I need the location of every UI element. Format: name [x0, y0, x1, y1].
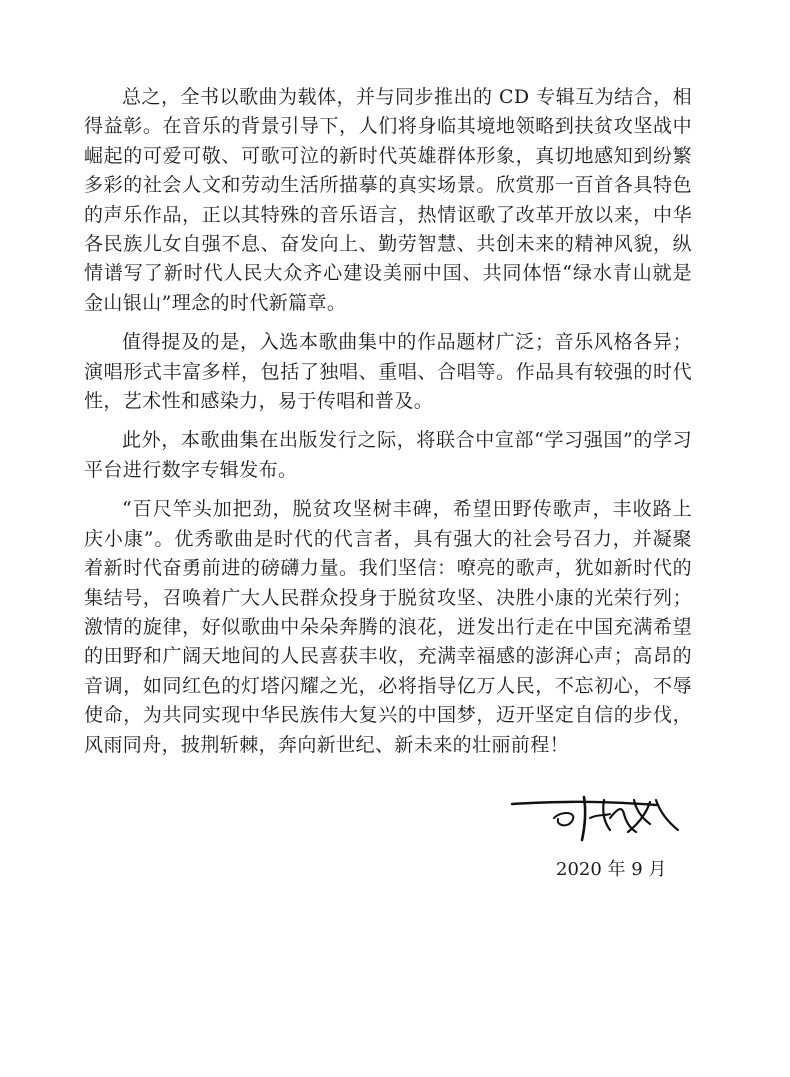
- document-body: [84, 83, 692, 770]
- paragraph-1: 总之，全书以歌曲为载体，并与同步推出的 CD 专辑互为结合，相得益彰。在音乐的背景引导下，人们将身临其境地领略到扶贫攻坚战中崛起的可爱可敬、可歌可泣的新时代英雄群体形象，真切地感知到纷繁多彩的社会人文和劳动生活所描摹的真实场景。欣赏那一百首各具特色的声乐作品，正以其特殊的音乐语言，热情讴歌了改革开放以来，中华各民族儿女自强不息、奋发向上、勤劳智慧、共创未来的精神风貌，纵情谱写了新时代人民大众齐心建设美丽中国、共同体悟“绿水青山就是金山银山”理念的时代新篇章。: [84, 86, 692, 314]
- date-line: 2020 年 9 月: [556, 859, 667, 880]
- paragraph-3: 此外，本歌曲集在出版发行之际，将联合中宣部“学习强国”的学习平台进行数字专辑发布。: [84, 429, 692, 481]
- paragraph-2: 值得提及的是，入选本歌曲集中的作品题材广泛；音乐风格各异；演唱形式丰富多样，包括了独唱、重唱、合唱等。作品具有较强的时代性，艺术性和感染力，易于传唱和普及。: [84, 331, 692, 413]
- handwritten-signature: [506, 788, 684, 854]
- paragraph-4: “百尺竿头加把劲，脱贫攻坚树丰碑，希望田野传歌声，丰收路上庆小康”。优秀歌曲是时代的代言者，具有强大的社会号召力，并凝聚着新时代奋勇前进的磅礴力量。我们坚信：嘹亮的歌声，犹如新时代的集结号，召唤着广大人民群众投身于脱贫攻坚、决胜小康的光荣行列；激情的旋律，好似歌曲中朵朵奔腾的浪花，迸发出行走在中国充满希望的田野和广阔天地间的人民喜获丰收，充满幸福感的澎湃心声；高昂的音调，如同红色的灯塔闪耀之光，必将指导亿万人民，不忘初心，不辱使命，为共同实现中华民族伟大复兴的中国梦，迈开坚定自信的步伐，风雨同舟，披荆斩棘，奔向新世纪、新未来的壮丽前程！: [84, 498, 692, 756]
